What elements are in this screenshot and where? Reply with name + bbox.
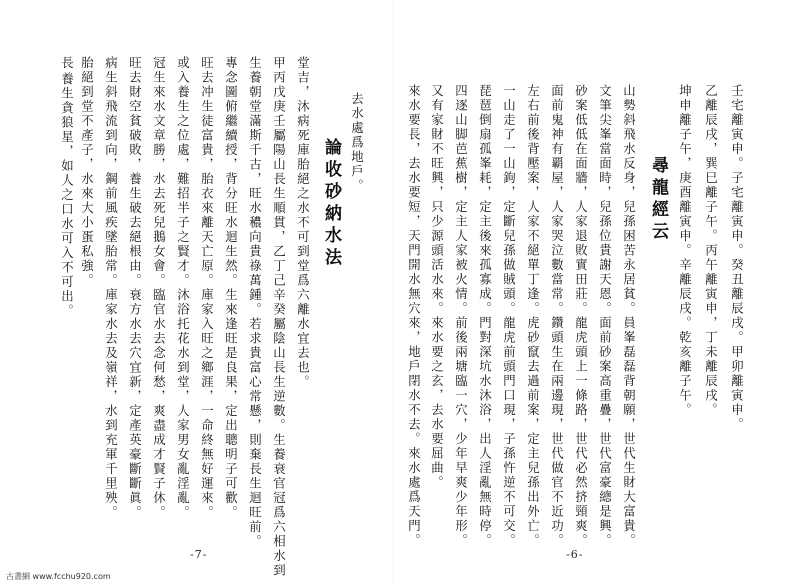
text-column: 病生斜飛流到向，鋼前風疾墜胎常。庫家水去及嶺祥，水到充軍千里殃。 [103,56,119,520]
text-column: 來水要長，去水要短，天門開水無穴來，地戶閉水不去。來水處爲天門。 [406,84,422,548]
text-column: 養生貪狼星，如人之口水可入不可出。 [59,72,75,319]
text-column: 冠生來水文章勝，水去死兒鵝女會。臨官水去念何愁，爽盡成才賢子休。 [151,56,167,520]
text-column: 或入養生之位處，難招半子之賢才。沐浴托花水到堂，人家男女亂淫亂。 [175,56,191,520]
site-watermark: 古書網 www.fcchu920.com [6,572,111,581]
text-column: 胎絕到堂不產子，水來大小蛋私強。 [79,56,95,288]
page-number: -6- [566,548,584,561]
text-column: 生養朝堂滿斯千古，旺水穠向貴祿萬鍾。若求貴富心常懸，則棄長生迴旺前。 [247,56,263,549]
text-column: 文筆尖峯當面時，兒孫位貴謝天恩。面前砂案高重疊，世代富豪總是興。 [597,84,613,548]
text-column: 乙離辰戌，巽巳離子午。丙午離寅申，丁未離辰戌。 [703,84,719,418]
text-column: 旺去冲生徒富貴，胎衣來離天亡原。庫家入旺之鄉涯，一命終無好運來。 [199,56,215,520]
text-column: 又有家財不旺興，只少源頭活水來。來水要之玄，去水要屈曲。 [429,84,445,490]
text-column: 面前鬼神有覇屋，人家哭泣數當常。鑽頭生在兩邊現，世代做官不近功。 [549,84,565,548]
text-column: 坤申離子午，庚酉離寅申。辛離辰戌。乾亥離子午。 [677,84,693,418]
page-number: -7- [190,548,208,561]
text-column: 砂案低低在面牆，人家退敗實田莊。龍虎頭上一條路，世代必然挤頸爽。 [573,84,589,548]
text-column: 長 [59,56,75,71]
text-column: 一山走了一山鉤，定斷兒孫做賊頭。龍虎前頭門口現，子孫忤逆不可交。 [501,84,517,548]
page-fold [393,0,394,586]
text-column: 去水處爲地戶。 [349,92,365,194]
text-column: 專念圖俯繼續授，背分旺水迴生然。生來逢旺是良果，定出聰明子可歡。 [223,56,239,520]
text-column: 旺去財空貧破敗，養生破去絕根由。衰方水去穴宜新，定產英豪斷斷眞。 [127,56,143,520]
section-heading: 尋龍經云 [648,156,668,244]
text-column: 琵琶倒扇孤峯耗，定主後來孤寡成。門對深坑水沐浴，出人淫亂無時停。 [477,84,493,548]
text-column: 壬宅離寅申。子宅離寅申。癸丑離辰戌。甲卯離寅申。 [729,84,745,432]
text-column: 堂吉，沐病死庫胎絕之水不可到堂爲六離水宜去也。 [295,56,311,390]
section-heading: 論收砂納水法 [321,138,341,270]
text-column: 甲丙戊庚壬屬陽山長生順貫，乙丁己辛癸屬陰山長生逆數。生養衰官冠爲六相水到 [271,56,287,578]
text-column: 四逐山脚芭蕉樹，定主人家被火情。前後兩塘臨一穴，少年早爽少年形。 [453,84,469,548]
text-column: 山勢斜飛水反身，兒孫困苦永居貧。員峯磊磊背朝願，世代生財大富貴。 [621,84,637,548]
text-column: 左右前後背壓案，人家不絕單丁逢。虎砂竄去過前案，定主兒孫出外亡。 [525,84,541,548]
